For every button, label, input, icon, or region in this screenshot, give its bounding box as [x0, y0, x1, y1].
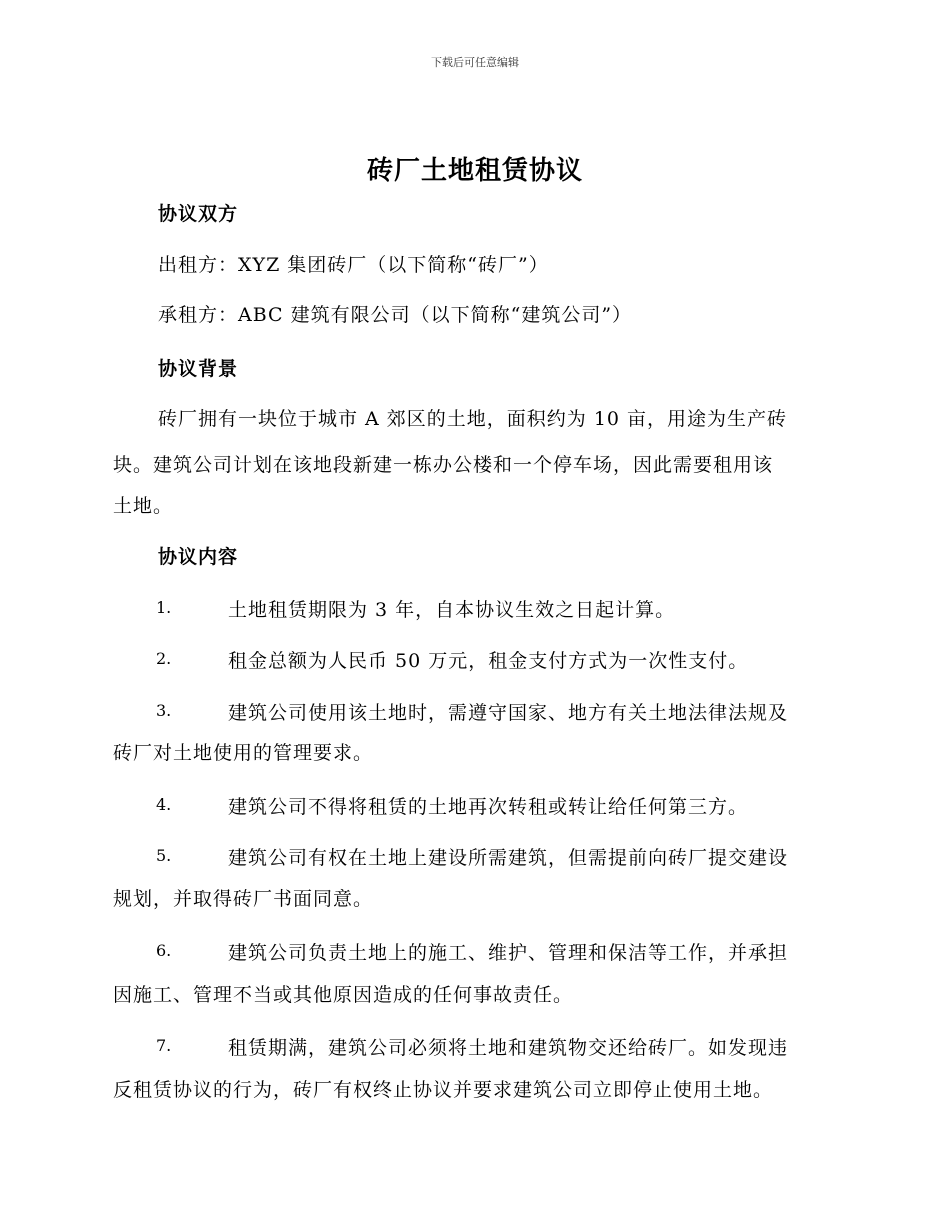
- item-text-continued: 因施工、管理不当或其他原因造成的任何事故责任。: [113, 984, 574, 1006]
- document-title: 砖厂土地租赁协议: [366, 156, 583, 186]
- item-text: 租赁期满，建筑公司必须将土地和建筑物交还给砖厂。如发现违: [228, 1037, 789, 1059]
- background-line-1: 砖厂拥有一块位于城市 A 郊区的土地，面积约为 10 亩，用途为生产砖: [158, 408, 788, 430]
- item-number: 7.: [156, 1036, 172, 1055]
- background-line-3: 土地。: [113, 495, 174, 517]
- item-number: 5.: [156, 846, 172, 865]
- item-text-continued: 规划，并取得砖厂书面同意。: [113, 888, 374, 910]
- header-note: 下载后可任意编辑: [431, 56, 519, 69]
- item-text: 建筑公司使用该土地时，需遵守国家、地方有关土地法律法规及: [228, 702, 789, 724]
- item-text-continued: 反租赁协议的行为，砖厂有权终止协议并要求建筑公司立即停止使用土地。: [113, 1079, 774, 1101]
- item-number: 6.: [156, 941, 172, 960]
- item-text: 建筑公司负责土地上的施工、维护、管理和保洁等工作，并承担: [228, 942, 789, 964]
- item-number: 4.: [156, 795, 172, 814]
- item-number: 2.: [156, 649, 172, 668]
- section-heading-background: 协议背景: [158, 358, 239, 380]
- section-heading-content: 协议内容: [158, 546, 239, 568]
- lessee-line: 承租方：ABC 建筑有限公司（以下简称“建筑公司”）: [158, 304, 633, 326]
- lessor-line: 出租方：XYZ 集团砖厂（以下简称“砖厂”）: [158, 254, 549, 276]
- item-text: 建筑公司不得将租赁的土地再次转租或转让给任何第三方。: [228, 796, 749, 818]
- item-text: 租金总额为人民币 50 万元，租金支付方式为一次性支付。: [228, 650, 749, 672]
- item-number: 3.: [156, 701, 172, 720]
- section-heading-parties: 协议双方: [158, 203, 239, 225]
- item-text-continued: 砖厂对土地使用的管理要求。: [113, 742, 374, 764]
- item-text: 土地租赁期限为 3 年，自本协议生效之日起计算。: [228, 599, 676, 621]
- item-text: 建筑公司有权在土地上建设所需建筑，但需提前向砖厂提交建设: [228, 847, 789, 869]
- item-number: 1.: [156, 598, 172, 617]
- background-line-2: 块。建筑公司计划在该地段新建一栋办公楼和一个停车场，因此需要租用该: [113, 454, 774, 476]
